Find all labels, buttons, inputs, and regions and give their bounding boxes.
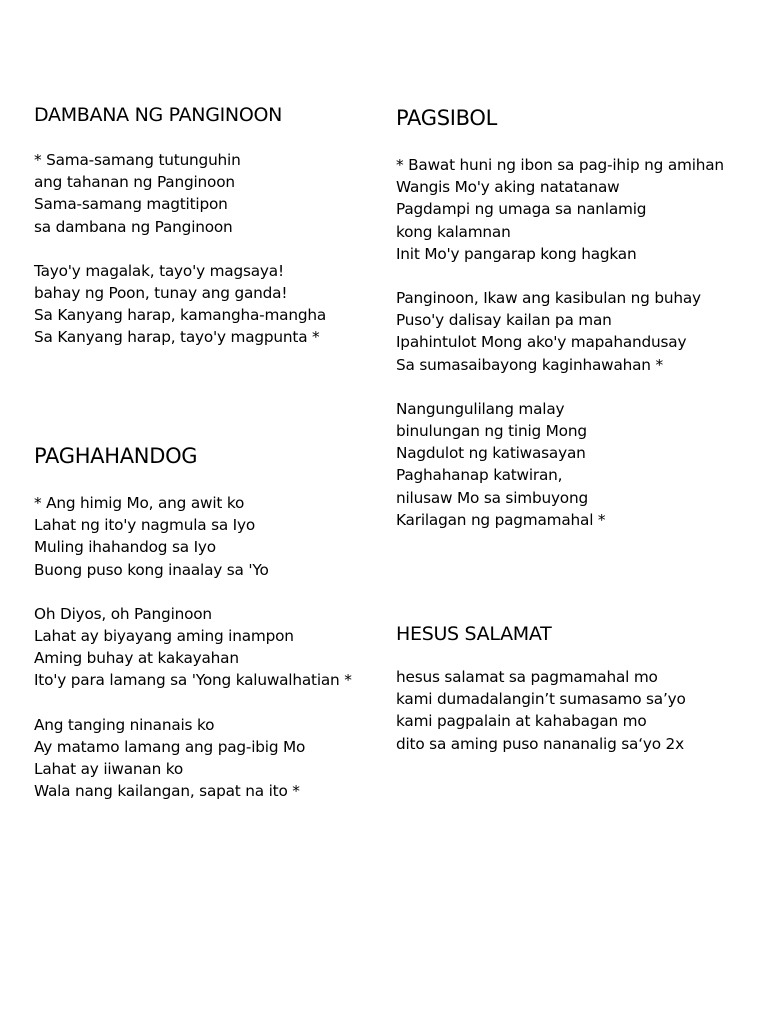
lyric-line: Puso'y dalisay kailan pa man: [396, 311, 612, 330]
lyric-line: Oh Diyos, oh Panginoon: [34, 604, 212, 623]
lyric-line: Ito'y para lamang sa 'Yong kaluwalhatian *: [34, 671, 352, 690]
lyric-line: Sa Kanyang harap, kamangha-mangha: [34, 306, 327, 325]
song-dambana-ng-panginoon: [34, 103, 326, 349]
stanza: [34, 714, 352, 803]
lyric-line: * Sama-samang tutunguhin: [34, 151, 241, 169]
lyric-line: Buong puso kong inaalay sa 'Yo: [34, 560, 269, 579]
lyric-line: Muling ihahandog sa Iyo: [34, 538, 216, 557]
song-title: PAGHAHANDOG: [34, 444, 198, 468]
lyric-line: Nagdulot ng katiwasayan: [396, 444, 586, 463]
lyric-line: Sama-samang magtitipon: [34, 195, 228, 214]
stanza: [396, 666, 686, 755]
stanza-gap: [34, 581, 352, 603]
lyric-line: Nangungulilang malay: [396, 399, 565, 418]
stanza: [34, 492, 352, 581]
stanza: [34, 149, 326, 238]
lyric-line: Ang tanging ninanais ko: [34, 715, 215, 734]
lyric-line: Lahat ay iiwanan ko: [34, 760, 183, 779]
lyric-line: binulungan ng tinig Mong: [396, 422, 587, 441]
song-title: HESUS SALAMAT: [396, 623, 552, 645]
lyric-line: Sa Kanyang harap, tayo'y magpunta *: [34, 328, 320, 347]
lyric-line: Lahat ng ito'y nagmula sa Iyo: [34, 516, 256, 535]
lyric-line: sa dambana ng Panginoon: [34, 217, 233, 236]
lyric-line: Aming buhay at kakayahan: [34, 649, 239, 668]
lyric-line: Pagdampi ng umaga sa nanlamig: [396, 200, 647, 219]
lyric-line: Sa sumasaibayong kaginhawahan *: [396, 355, 663, 374]
lyric-line: Panginoon, Ikaw ang kasibulan ng buhay: [396, 289, 701, 308]
lyric-line: kong kalamnan: [396, 222, 511, 241]
lyric-line: Paghahanap katwiran,: [396, 466, 563, 485]
stanza-gap: [34, 238, 326, 260]
lyric-line: kami pagpalain at kahabagan mo: [396, 712, 647, 731]
stanza: [34, 603, 352, 692]
lyric-line: Wangis Mo'y aking natatanaw: [396, 178, 620, 197]
stanza: [34, 260, 326, 349]
stanza: [396, 154, 724, 265]
stanza: [396, 398, 724, 531]
stanza-gap: [34, 692, 352, 714]
lyric-line: nilusaw Mo sa simbuyong: [396, 488, 588, 507]
lyric-line: hesus salamat sa pagmamahal mo: [396, 668, 658, 686]
lyric-line: dito sa aming puso nananalig sa‘yo 2x: [396, 734, 684, 753]
stanza-gap: [396, 265, 724, 287]
song-title: DAMBANA NG PANGINOON: [34, 104, 283, 126]
song-paghahandog: [34, 443, 352, 802]
lyric-line: Ipahintulot Mong ako'y mapahandusay: [396, 333, 687, 352]
song-pagsibol: [396, 105, 724, 531]
stanza-gap: [396, 376, 724, 398]
lyric-line: Karilagan ng pagmamahal *: [396, 510, 606, 529]
lyric-line: * Bawat huni ng ibon sa pag-ihip ng amihan: [396, 156, 724, 174]
song-title: PAGSIBOL: [396, 106, 497, 130]
lyric-line: Init Mo'y pangarap kong hagkan: [396, 244, 637, 263]
stanza: [396, 287, 724, 376]
song-hesus-salamat: [396, 622, 686, 755]
lyric-line: Lahat ay biyayang aming inampon: [34, 627, 294, 646]
lyric-line: Tayo'y magalak, tayo'y magsaya!: [34, 261, 284, 280]
lyric-line: * Ang himig Mo, ang awit ko: [34, 494, 245, 512]
lyric-line: Wala nang kailangan, sapat na ito *: [34, 782, 300, 801]
lyric-line: bahay ng Poon, tunay ang ganda!: [34, 284, 288, 303]
lyric-line: Ay matamo lamang ang pag-ibig Mo: [34, 737, 306, 756]
lyric-line: ang tahanan ng Panginoon: [34, 173, 235, 192]
lyric-line: kami dumadalangin’t sumasamo sa’yo: [396, 690, 686, 709]
